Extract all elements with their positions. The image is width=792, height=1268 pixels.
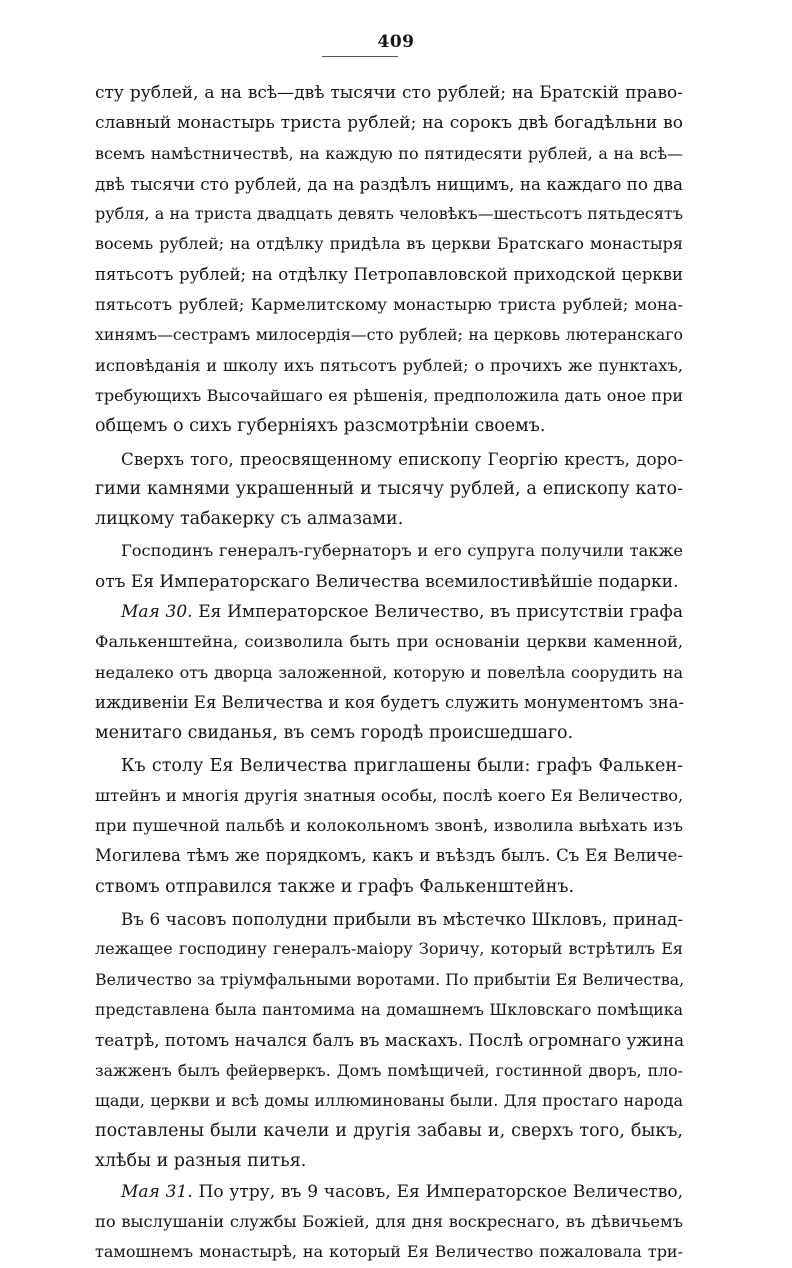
text-line: щади, церкви и всѣ домы иллюминованы были. Для простаго народа bbox=[95, 1090, 683, 1110]
entry-date: Мая 31. bbox=[121, 1181, 193, 1202]
text-line: рубля, а на триста двадцать девять человѣкъ—шестьсотъ пятьдесятъ bbox=[95, 204, 683, 224]
text-line: хлѣбы и разныя питья. bbox=[95, 1151, 307, 1172]
text-line: пятьсотъ рублей; на отдѣлку Петропавловской приходской церкви bbox=[95, 264, 683, 284]
text-line: пятьсотъ рублей; Кармелитскому монастырю триста рублей; мона- bbox=[95, 295, 683, 315]
paragraph bbox=[95, 536, 683, 597]
text-line: театрѣ, потомъ начался балъ въ маскахъ. Послѣ огромнаго ужина bbox=[95, 1030, 685, 1051]
text-line: штейнъ и многія другія знатныя особы, послѣ коего Ея Величество, bbox=[95, 785, 684, 805]
text-line: исповѣданія и школу ихъ пятьсотъ рублей; о прочихъ же пунктахъ, bbox=[95, 355, 683, 375]
text-line: гими камнями украшенный и тысячу рублей, а епископу като- bbox=[95, 478, 683, 499]
entry-text: По утру, въ 9 часовъ, Ея Императорское Величество, bbox=[192, 1181, 683, 1202]
text-line: Величество за тріумфальными воротами. По прибытіи Ея Величества, bbox=[95, 969, 685, 989]
page-number-rule bbox=[322, 56, 398, 57]
text-line: Сверхъ того, преосвященному епископу Георгію крестъ, дорo- bbox=[121, 448, 683, 469]
text-line: двѣ тысячи сто рублей, да на раздѣлъ нищимъ, на каждаго по два bbox=[95, 173, 683, 194]
text-line: зажженъ былъ фейерверкъ. Домъ помѣщичей, гостинной дворъ, пло- bbox=[95, 1060, 683, 1080]
text-line: ствомъ отправился также и графъ Фалькенштейнъ. bbox=[95, 876, 575, 897]
text-line: Могилева тѣмъ же порядкомъ, какъ и въѣздъ былъ. Съ Ея Величе- bbox=[95, 846, 683, 866]
text-line: Въ 6 часовъ пополудни прибыли въ мѣстечко Шкловъ, принад- bbox=[121, 909, 683, 930]
text-line: представлена была пантомима на домашнемъ Шкловскаго помѣщика bbox=[95, 999, 683, 1019]
text-line: сту рублей, а на всѣ—двѣ тысячи сто рублей; на Братскій право- bbox=[95, 83, 683, 103]
body-text bbox=[95, 78, 683, 1268]
entry-date: Мая 30. bbox=[121, 602, 193, 623]
text-line: отъ Ея Императорскаго Величества всемилостивѣйшіе подарки. bbox=[95, 571, 679, 592]
text-line: иждивеніи Ея Величества и коя будетъ служить монументомъ зна- bbox=[95, 692, 685, 712]
page-number: 409 bbox=[377, 32, 415, 52]
text-line bbox=[95, 1177, 683, 1207]
text-line: хинямъ—сестрамъ милосердія—сто рублей; на церковь лютеранскаго bbox=[95, 325, 683, 345]
paragraph bbox=[95, 904, 683, 1177]
text-line: славный монастырь триста рублей; на сорокъ двѣ богадѣльни во bbox=[95, 113, 683, 134]
text-line: поставлены были качели и другія забавы и, сверхъ того, быкъ, bbox=[95, 1121, 683, 1142]
paragraph bbox=[95, 444, 683, 535]
text-line: недалеко отъ дворца заложенной, которую и повелѣла соорудить на bbox=[95, 662, 683, 682]
text-line: тамошнемъ монастырѣ, на который Ея Величество пожаловала три- bbox=[95, 1242, 683, 1262]
paragraph bbox=[95, 751, 683, 902]
text-line: менитаго свиданья, въ семъ городѣ происшедшаго. bbox=[95, 723, 574, 744]
text-line: требующихъ Высочайшаго ея рѣшенія, предположила дать оное при bbox=[95, 385, 683, 405]
text-line: Фалькенштейна, соизволила быть при основаніи церкви каменной, bbox=[95, 632, 683, 652]
entry-text: Ея Императорское Величество, въ присутствіи графа bbox=[192, 602, 683, 623]
text-line: восемь рублей; на отдѣлку придѣла въ церкви Братскаго монастыря bbox=[95, 234, 683, 254]
text-line: Къ столу Ея Величества приглашены были: графъ Фалькен- bbox=[121, 755, 683, 776]
paragraph bbox=[95, 78, 683, 442]
text-line: Господинъ генералъ-губернаторъ и его супруга получили также bbox=[121, 541, 683, 561]
text-line bbox=[95, 597, 683, 627]
text-line: по выслушаніи службы Божіей, для дня воскреснаго, въ дѣвичьемъ bbox=[95, 1211, 683, 1231]
paragraph bbox=[95, 1177, 683, 1268]
text-line: лежащее господину генералъ-маіору Зоричу, который встрѣтилъ Ея bbox=[95, 939, 683, 959]
text-line: лицкому табакерку съ алмазами. bbox=[95, 509, 404, 530]
text-line: всемъ намѣстничествѣ, на каждую по пятидесяти рублей, а на всѣ— bbox=[95, 143, 683, 163]
text-line: общемъ о сихъ губерніяхъ разсмотрѣніи своемъ. bbox=[95, 416, 546, 437]
text-line: при пушечной пальбѣ и колокольномъ звонѣ, изволила выѣхать изъ bbox=[95, 816, 683, 836]
paragraph bbox=[95, 597, 683, 748]
